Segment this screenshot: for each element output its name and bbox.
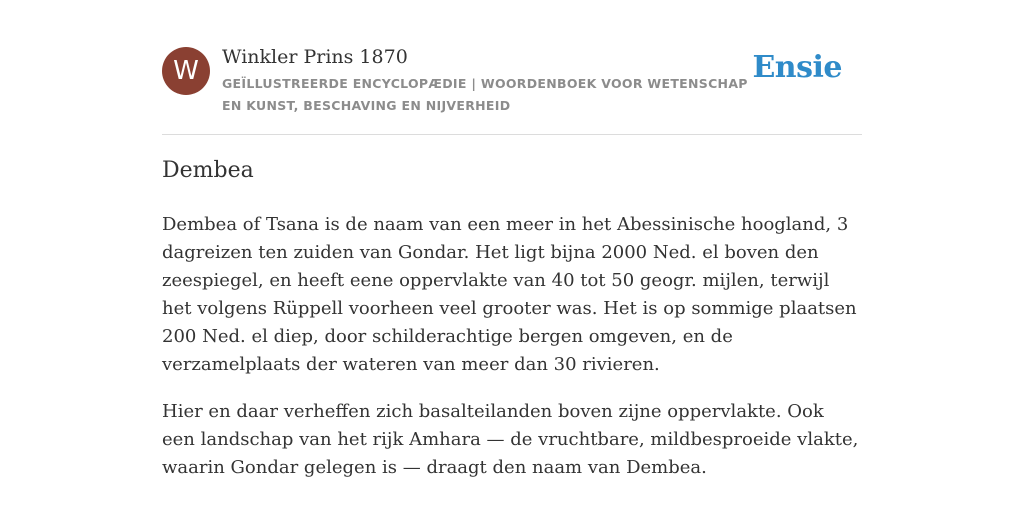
header	[162, 0, 862, 135]
page-title: Dembea	[162, 158, 254, 183]
page	[162, 0, 862, 478]
entry-content	[162, 211, 862, 501]
paragraph: Hier en daar verheffen zich basalteilanden boven zijne oppervlakte. Ook een landschap van het rijk Amhara — de vruchtbare, mildbesproeide vlakte, waarin Gondar gelegen is — draagt den naam van Dembea.	[162, 401, 859, 478]
book-title[interactable]: Winkler Prins 1870	[222, 46, 408, 68]
book-subtitle: GEÏLLUSTREERDE ENCYCLOPÆDIE | WOORDENBOEK VOOR WETENSCHAP EN KUNST, BESCHAVING EN NIJVERHEID	[222, 76, 748, 113]
avatar[interactable]: W	[162, 47, 210, 95]
paragraph: Dembea of Tsana is de naam van een meer in het Abessinische hoogland, 3 dagreizen ten zuiden van Gondar. Het ligt bijna 2000 Ned. el boven den zeespiegel, en heeft eene oppervlakte van 40 tot 50 geogr. mijlen, terwijl het volgens Rüppell voorheen veel grooter was. Het is op sommige plaatsen 200 Ned. el diep, door schilderachtige bergen omgeven, en de verzamelplaats der wateren van meer dan 30 rivieren.	[162, 214, 857, 375]
brand-logo[interactable]: Ensie	[752, 50, 842, 85]
